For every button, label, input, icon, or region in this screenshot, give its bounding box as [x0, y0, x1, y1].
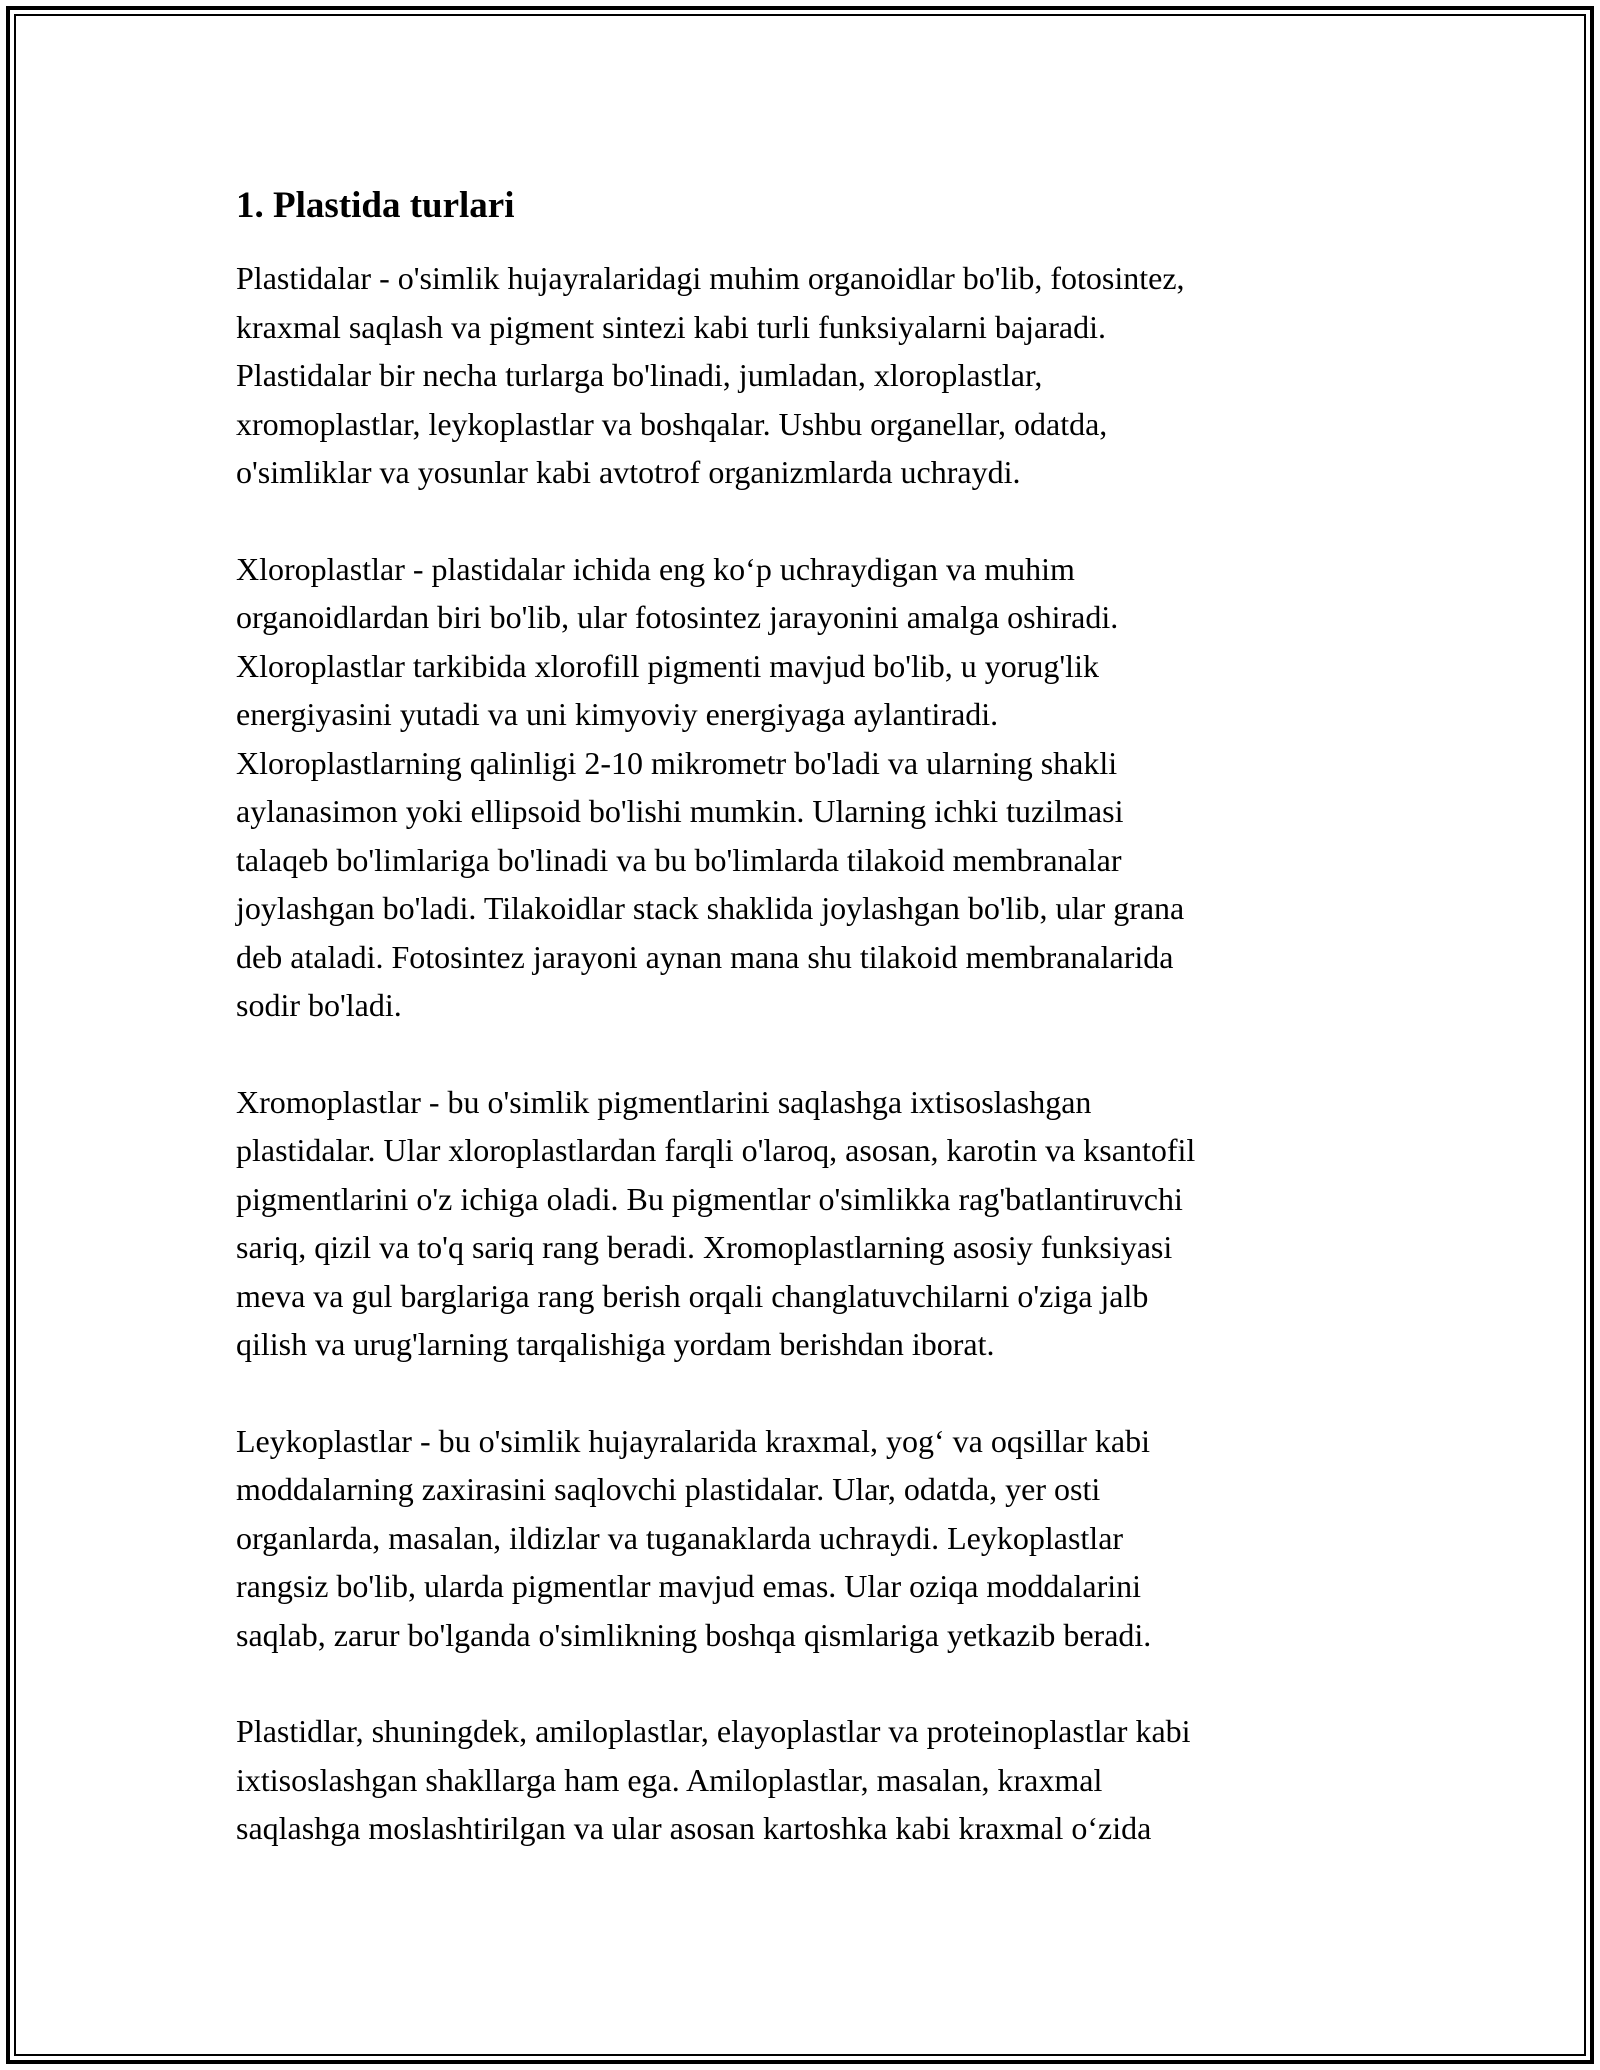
text-line: moddalarning zaxirasini saqlovchi plastidalar. Ular, odatda, yer osti	[236, 1471, 1101, 1507]
text-line: energiyasini yutadi va uni kimyoviy energiyaga aylantiradi.	[236, 696, 999, 732]
text-line: pigmentlarini o'z ichiga oladi. Bu pigmentlar o'simlikka rag'batlantiruvchi	[236, 1180, 1183, 1217]
paragraph-chloroplasts	[236, 545, 1366, 1030]
text-line: organlarda, masalan, ildizlar va tuganaklarda uchraydi. Leykoplastlar	[236, 1519, 1124, 1556]
text-line: ixtisoslashgan shakllarga ham ega. Amiloplastlar, masalan, kraxmal	[236, 1761, 1103, 1798]
text-line: kraxmal saqlash va pigment sintezi kabi turli funksiyalarni bajaradi.	[236, 308, 1106, 345]
text-line: meva va gul barglariga rang berish orqali changlatuvchilarni o'ziga jalb	[236, 1277, 1149, 1314]
document-body	[236, 184, 1366, 1901]
text-line: o'simliklar va yosunlar kabi avtotrof organizmlarda uchraydi.	[236, 454, 1021, 490]
text-line: qilish va urug'larning tarqalishiga yordam berishdan iborat.	[236, 1326, 995, 1362]
text-line: saqlashga moslashtirilgan va ular asosan kartoshka kabi kraxmal o‘zida	[236, 1810, 1152, 1846]
text-line: sodir bo'ladi.	[236, 987, 402, 1023]
text-line: Xloroplastlar - plastidalar ichida eng ko‘p uchraydigan va muhim	[236, 550, 1075, 587]
text-line: Plastidlar, shuningdek, amiloplastlar, elayoplastlar va proteinoplastlar kabi	[236, 1713, 1191, 1749]
paragraph-plastids-intro	[236, 254, 1366, 497]
text-line: rangsiz bo'lib, ularda pigmentlar mavjud emas. Ular oziqa moddalarini	[236, 1568, 1142, 1604]
text-line: Leykoplastlar - bu o'simlik hujayralarida kraxmal, yog‘ va oqsillar kabi	[236, 1422, 1150, 1459]
text-line: sariq, qizil va to'q sariq rang beradi. Xromoplastlarning asosiy funksiyasi	[236, 1229, 1173, 1265]
text-line: Xromoplastlar - bu o'simlik pigmentlarini saqlashga ixtisoslashgan	[236, 1083, 1092, 1120]
text-line: deb ataladi. Fotosintez jarayoni aynan mana shu tilakoid membranalarida	[236, 938, 1174, 975]
text-line: saqlab, zarur bo'lganda o'simlikning boshqa qismlariga yetkazib beradi.	[236, 1616, 1152, 1653]
text-line: organoidlardan biri bo'lib, ular fotosintez jarayonini amalga oshiradi.	[236, 599, 1119, 635]
paragraph-chromoplasts	[236, 1078, 1366, 1369]
text-line: Plastidalar bir necha turlarga bo'linadi, jumladan, xloroplastlar,	[236, 357, 1043, 393]
section-heading: 1. Plastida turlari	[236, 185, 515, 226]
text-line: plastidalar. Ular xloroplastlardan farqli o'laroq, asosan, karotin va ksantofil	[236, 1132, 1196, 1168]
text-line: talaqeb bo'limlariga bo'linadi va bu bo'limlarda tilakoid membranalar	[236, 841, 1122, 878]
text-line: xromoplastlar, leykoplastlar va boshqalar. Ushbu organellar, odatda,	[236, 405, 1108, 442]
text-line: aylanasimon yoki ellipsoid bo'lishi mumkin. Ularning ichki tuzilmasi	[236, 793, 1124, 829]
paragraph-specialized-plastids	[236, 1707, 1366, 1853]
text-line: Xloroplastlarning qalinligi 2-10 mikrometr bo'ladi va ularning shakli	[236, 744, 1118, 781]
text-line: Plastidalar - o'simlik hujayralaridagi muhim organoidlar bo'lib, fotosintez,	[236, 260, 1185, 296]
text-line: Xloroplastlar tarkibida xlorofill pigmenti mavjud bo'lib, u yorug'lik	[236, 647, 1099, 684]
paragraph-leucoplasts	[236, 1417, 1366, 1660]
text-line: joylashgan bo'ladi. Tilakoidlar stack shaklida joylashgan bo'lib, ular grana	[236, 890, 1185, 926]
